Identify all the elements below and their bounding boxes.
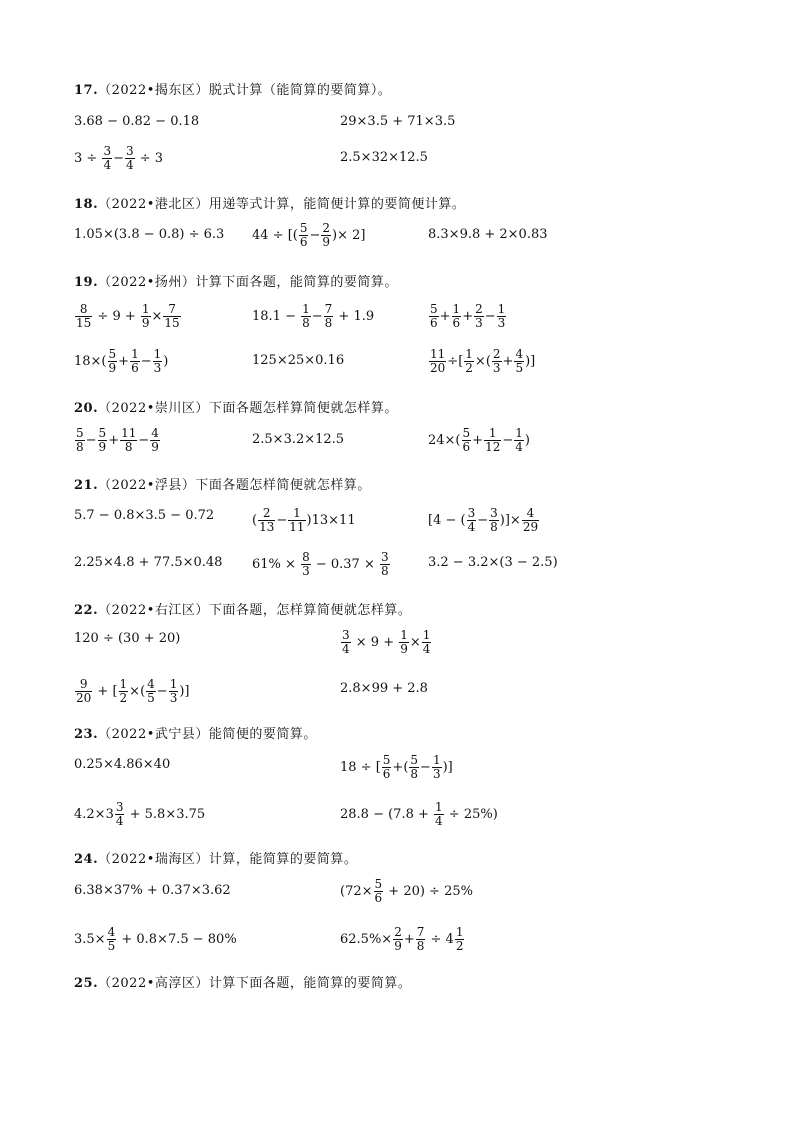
question-17-header: 17.（2022•揭东区）脱式计算（能简算的要简算）。 [74, 83, 392, 98]
expression-21a: 5.7 − 0.8×3.5 − 0.72 [74, 508, 215, 523]
expression-19f: $\frac{11}{20}$ ÷[ $\frac{1}{2}$ ×( $\frac{2}{3}$ + $\frac{4}{5}$ )] [430, 347, 536, 375]
expression-24b: (72× $\frac{5}{6}$ + 20) ÷ 25% [340, 877, 473, 905]
expression-24d: 62.5%× $\frac{2}{9}$ + $\frac{7}{8}$ ÷ 4 $\frac{1}{2}$ [340, 925, 464, 953]
expression-19e: 125×25×0.16 [252, 353, 345, 368]
expression-22d: 2.8×99 + 2.8 [340, 681, 428, 696]
question-23-header: 23.（2022•武宁县）能简便的要简算。 [74, 727, 317, 742]
expression-21e: 61% × $\frac{8}{3}$ − 0.37 × $\frac{3}{8}$ [252, 550, 389, 578]
question-24-header: 24.（2022•瑞海区）计算，能简算的要简算。 [74, 852, 358, 867]
expression-19c: $\frac{5}{6}$ + $\frac{1}{6}$ + $\frac{2}{3}$ − $\frac{1}{3}$ [430, 302, 506, 330]
expression-20a: $\frac{5}{8}$ − $\frac{5}{9}$ + $\frac{11}{8}$ − $\frac{4}{9}$ [76, 426, 159, 454]
expression-22c: $\frac{9}{20}$ + [ $\frac{1}{2}$ ×( $\frac{4}{5}$ − $\frac{1}{3}$ )] [76, 677, 190, 705]
expression-20b: 2.5×3.2×12.5 [252, 432, 345, 447]
expression-23c: 4.2×3 $\frac{3}{4}$ + 5.8×3.75 [74, 800, 206, 828]
expression-21d: 2.25×4.8 + 77.5×0.48 [74, 555, 223, 570]
expression-19d: 18×( $\frac{5}{9}$ + $\frac{1}{6}$ − $\frac{1}{3}$ ) [74, 347, 169, 375]
expression-18a: 1.05×(3.8 − 0.8) ÷ 6.3 [74, 227, 225, 242]
expression-21b: ( $\frac{2}{13}$ − $\frac{1}{11}$ )13×11 [252, 506, 356, 534]
expression-19a: $\frac{8}{15}$ ÷ 9 + $\frac{1}{9}$ × $\frac{7}{15}$ [76, 302, 180, 330]
expression-23a: 0.25×4.86×40 [74, 757, 171, 772]
question-20-header: 20.（2022•崇川区）下面各题怎样算简便就怎样算。 [74, 401, 398, 416]
expression-19b: 18.1 − $\frac{1}{8}$ − $\frac{7}{8}$ + 1.9 [252, 302, 375, 330]
question-18-header: 18.（2022•港北区）用递等式计算，能简便计算的要简便计算。 [74, 197, 466, 212]
question-21-header: 21.（2022•浮县）下面各题怎样简便就怎样算。 [74, 478, 371, 493]
expression-17d: 2.5×32×12.5 [340, 150, 428, 165]
expression-17c: 3 ÷ $\frac{3}{4}$ − $\frac{3}{4}$ ÷ 3 [74, 144, 164, 172]
expression-22a: 120 ÷ (30 + 20) [74, 631, 181, 646]
expression-17b: 29×3.5 + 71×3.5 [340, 114, 456, 129]
expression-24c: 3.5× $\frac{4}{5}$ + 0.8×7.5 − 80% [74, 925, 237, 953]
expression-23b: 18 ÷ [ $\frac{5}{6}$ +( $\frac{5}{8}$ − $\frac{1}{3}$ )] [340, 753, 453, 781]
expression-23d: 28.8 − (7.8 + $\frac{1}{4}$ ÷ 25%) [340, 800, 498, 828]
expression-21f: 3.2 − 3.2×(3 − 2.5) [428, 555, 558, 570]
expression-24a: 6.38×37% + 0.37×3.62 [74, 883, 231, 898]
expression-21c: [4 − ( $\frac{3}{4}$ − $\frac{3}{8}$ )]× $\frac{4}{29}$ [428, 506, 539, 534]
expression-18c: 8.3×9.8 + 2×0.83 [428, 227, 548, 242]
expression-22b: $\frac{3}{4}$ × 9 + $\frac{1}{9}$ × $\frac{1}{4}$ [342, 628, 431, 656]
question-22-header: 22.（2022•右江区）下面各题，怎样算简便就怎样算。 [74, 603, 412, 618]
question-19-header: 19.（2022•扬州）计算下面各题，能简算的要简算。 [74, 275, 398, 290]
expression-20c: 24×( $\frac{5}{6}$ + $\frac{1}{12}$ − $\frac{1}{4}$ ) [428, 426, 530, 454]
expression-18b: 44 ÷ [( $\frac{5}{6}$ − $\frac{2}{9}$ )× 2] [252, 221, 366, 249]
question-25-header: 25.（2022•高淳区）计算下面各题，能简算的要简算。 [74, 976, 412, 991]
expression-17a: 3.68 − 0.82 − 0.18 [74, 114, 200, 129]
